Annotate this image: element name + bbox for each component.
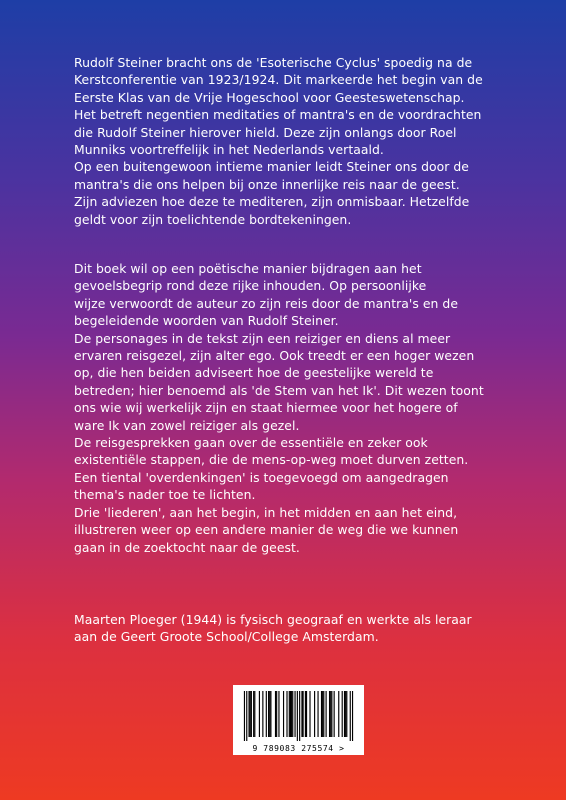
barcode-bar <box>278 691 279 737</box>
barcode-bar <box>323 691 324 737</box>
barcode-bar <box>305 691 306 737</box>
barcode-bar <box>248 691 249 737</box>
isbn-barcode <box>233 685 364 755</box>
text-line: betreden; hier benoemd als 'de Stem van het Ik'. Dit wezen toont <box>74 382 484 398</box>
author-bio <box>74 611 544 646</box>
barcode-bar <box>317 691 318 737</box>
barcode-bar <box>251 691 252 737</box>
barcode-bar <box>289 691 290 737</box>
text-line: Het betreft negentien meditaties of mantra's en de voordrachten <box>74 107 482 123</box>
text-line: Munniks voortreffelijk in het Nederlands vertaald. <box>74 142 384 158</box>
barcode-bar <box>299 691 300 741</box>
barcode-bar <box>329 691 330 737</box>
text-line: illustreren weer op een andere manier de weg die we kunnen <box>74 522 459 538</box>
barcode-bar <box>344 691 345 737</box>
barcode-bar <box>250 691 251 737</box>
text-line: op, die hen beiden adviseert hoe de geestelijke wereld te <box>74 365 434 381</box>
barcode-bar <box>262 691 263 737</box>
barcode-bar <box>322 691 323 737</box>
text-line: die Rudolf Steiner hierover hield. Deze zijn onlangs door Roel <box>74 124 457 140</box>
barcode-bar <box>309 691 310 737</box>
description-paragraph-1 <box>74 54 544 228</box>
text-line: ons wie wij werkelijk zijn en staat hiermee voor het hogere of <box>74 400 458 416</box>
barcode-bar <box>270 691 271 737</box>
barcode-bars <box>233 685 364 743</box>
text-line: Drie 'liederen', aan het begin, in het midden en aan het eind, <box>74 504 458 520</box>
barcode-bar <box>346 691 347 737</box>
barcode-bar <box>290 691 291 737</box>
text-line: De reisgesprekken gaan over de essentiële en zeker ook <box>74 435 428 451</box>
text-line: existentiële stappen, die de mens-op-weg moet durven zetten. <box>74 452 469 468</box>
barcode-bar <box>269 691 270 737</box>
text-line: Kerstconferentie van 1923/1924. Dit markeerde het begin van de <box>74 72 483 88</box>
barcode-bar <box>291 691 292 737</box>
barcode-bar <box>314 691 315 737</box>
text-line: ware Ik van zowel reiziger als gezel. <box>74 417 300 433</box>
barcode-bar <box>275 691 276 737</box>
barcode-bar <box>306 691 307 737</box>
text-line: ervaren reisgezel, zijn alter ego. Ook treedt er een hoger wezen <box>74 348 475 364</box>
text-line: thema's nader toe te lichten. <box>74 487 256 503</box>
barcode-bar <box>303 691 304 737</box>
barcode-bar <box>276 691 277 737</box>
barcode-bar <box>253 691 254 737</box>
text-line: Zijn adviezen hoe deze te mediteren, zijn onmisbaar. Hetzelfde <box>74 194 470 210</box>
text-line: Op een buitengewoon intieme manier leidt Steiner ons door de <box>74 159 469 175</box>
barcode-bar <box>334 691 335 737</box>
barcode-bar <box>297 691 298 741</box>
barcode-bar <box>246 691 247 741</box>
text-line: Maarten Ploeger (1944) is fysisch geograaf en werkte als leraar <box>74 612 472 627</box>
text-line: aan de Geert Groote School/College Amsterdam. <box>74 629 379 645</box>
barcode-bar <box>301 691 302 737</box>
barcode-bar <box>321 691 322 737</box>
barcode-bar <box>352 691 353 741</box>
text-line: geldt voor zijn toelichtende bordtekeningen. <box>74 211 352 227</box>
barcode-bar <box>292 691 293 737</box>
barcode-bar <box>330 691 331 737</box>
text-line: Dit boek wil op een poëtische manier bijdragen aan het <box>74 261 422 276</box>
barcode-bar <box>283 691 284 737</box>
description-paragraph-2 <box>74 260 544 556</box>
barcode-bar <box>254 691 255 737</box>
text-line: Een tiental 'overdenkingen' is toegevoegd om aangedragen <box>74 469 449 485</box>
barcode-bar <box>266 691 267 737</box>
barcode-bar <box>286 691 287 737</box>
barcode-bar <box>331 691 332 737</box>
isbn-number: 9 789083 275574 > <box>252 744 345 753</box>
barcode-bar <box>326 691 327 737</box>
barcode-bar <box>345 691 346 737</box>
text-line: begeleidende woorden van Rudolf Steiner. <box>74 313 339 329</box>
text-line: wijze verwoordt de auteur zo zijn reis door de mantra's en de <box>74 295 458 311</box>
text-line: gevoelsbegrip rond deze rijke inhouden. Op persoonlijke <box>74 278 427 294</box>
barcode-bar <box>294 691 295 737</box>
text-line: mantra's die ons helpen bij onze innerlijke reis naar de geest. <box>74 176 460 192</box>
text-line: Eerste Klas van de Vrije Hogeschool voor Geesteswetenschap. <box>74 89 465 105</box>
barcode-bar <box>268 691 269 737</box>
barcode-bar <box>342 691 343 737</box>
barcode-bar <box>338 691 339 737</box>
text-line: gaan in de zoektocht naar de geest. <box>74 539 300 555</box>
text-line: De personages in de tekst zijn een reiziger en diens al meer <box>74 330 451 346</box>
barcode-bar <box>259 691 260 737</box>
barcode-bar <box>244 691 245 741</box>
barcode-bar <box>350 691 351 741</box>
text-line: Rudolf Steiner bracht ons de 'Esoterische Cyclus' spoedig na de <box>74 55 473 70</box>
